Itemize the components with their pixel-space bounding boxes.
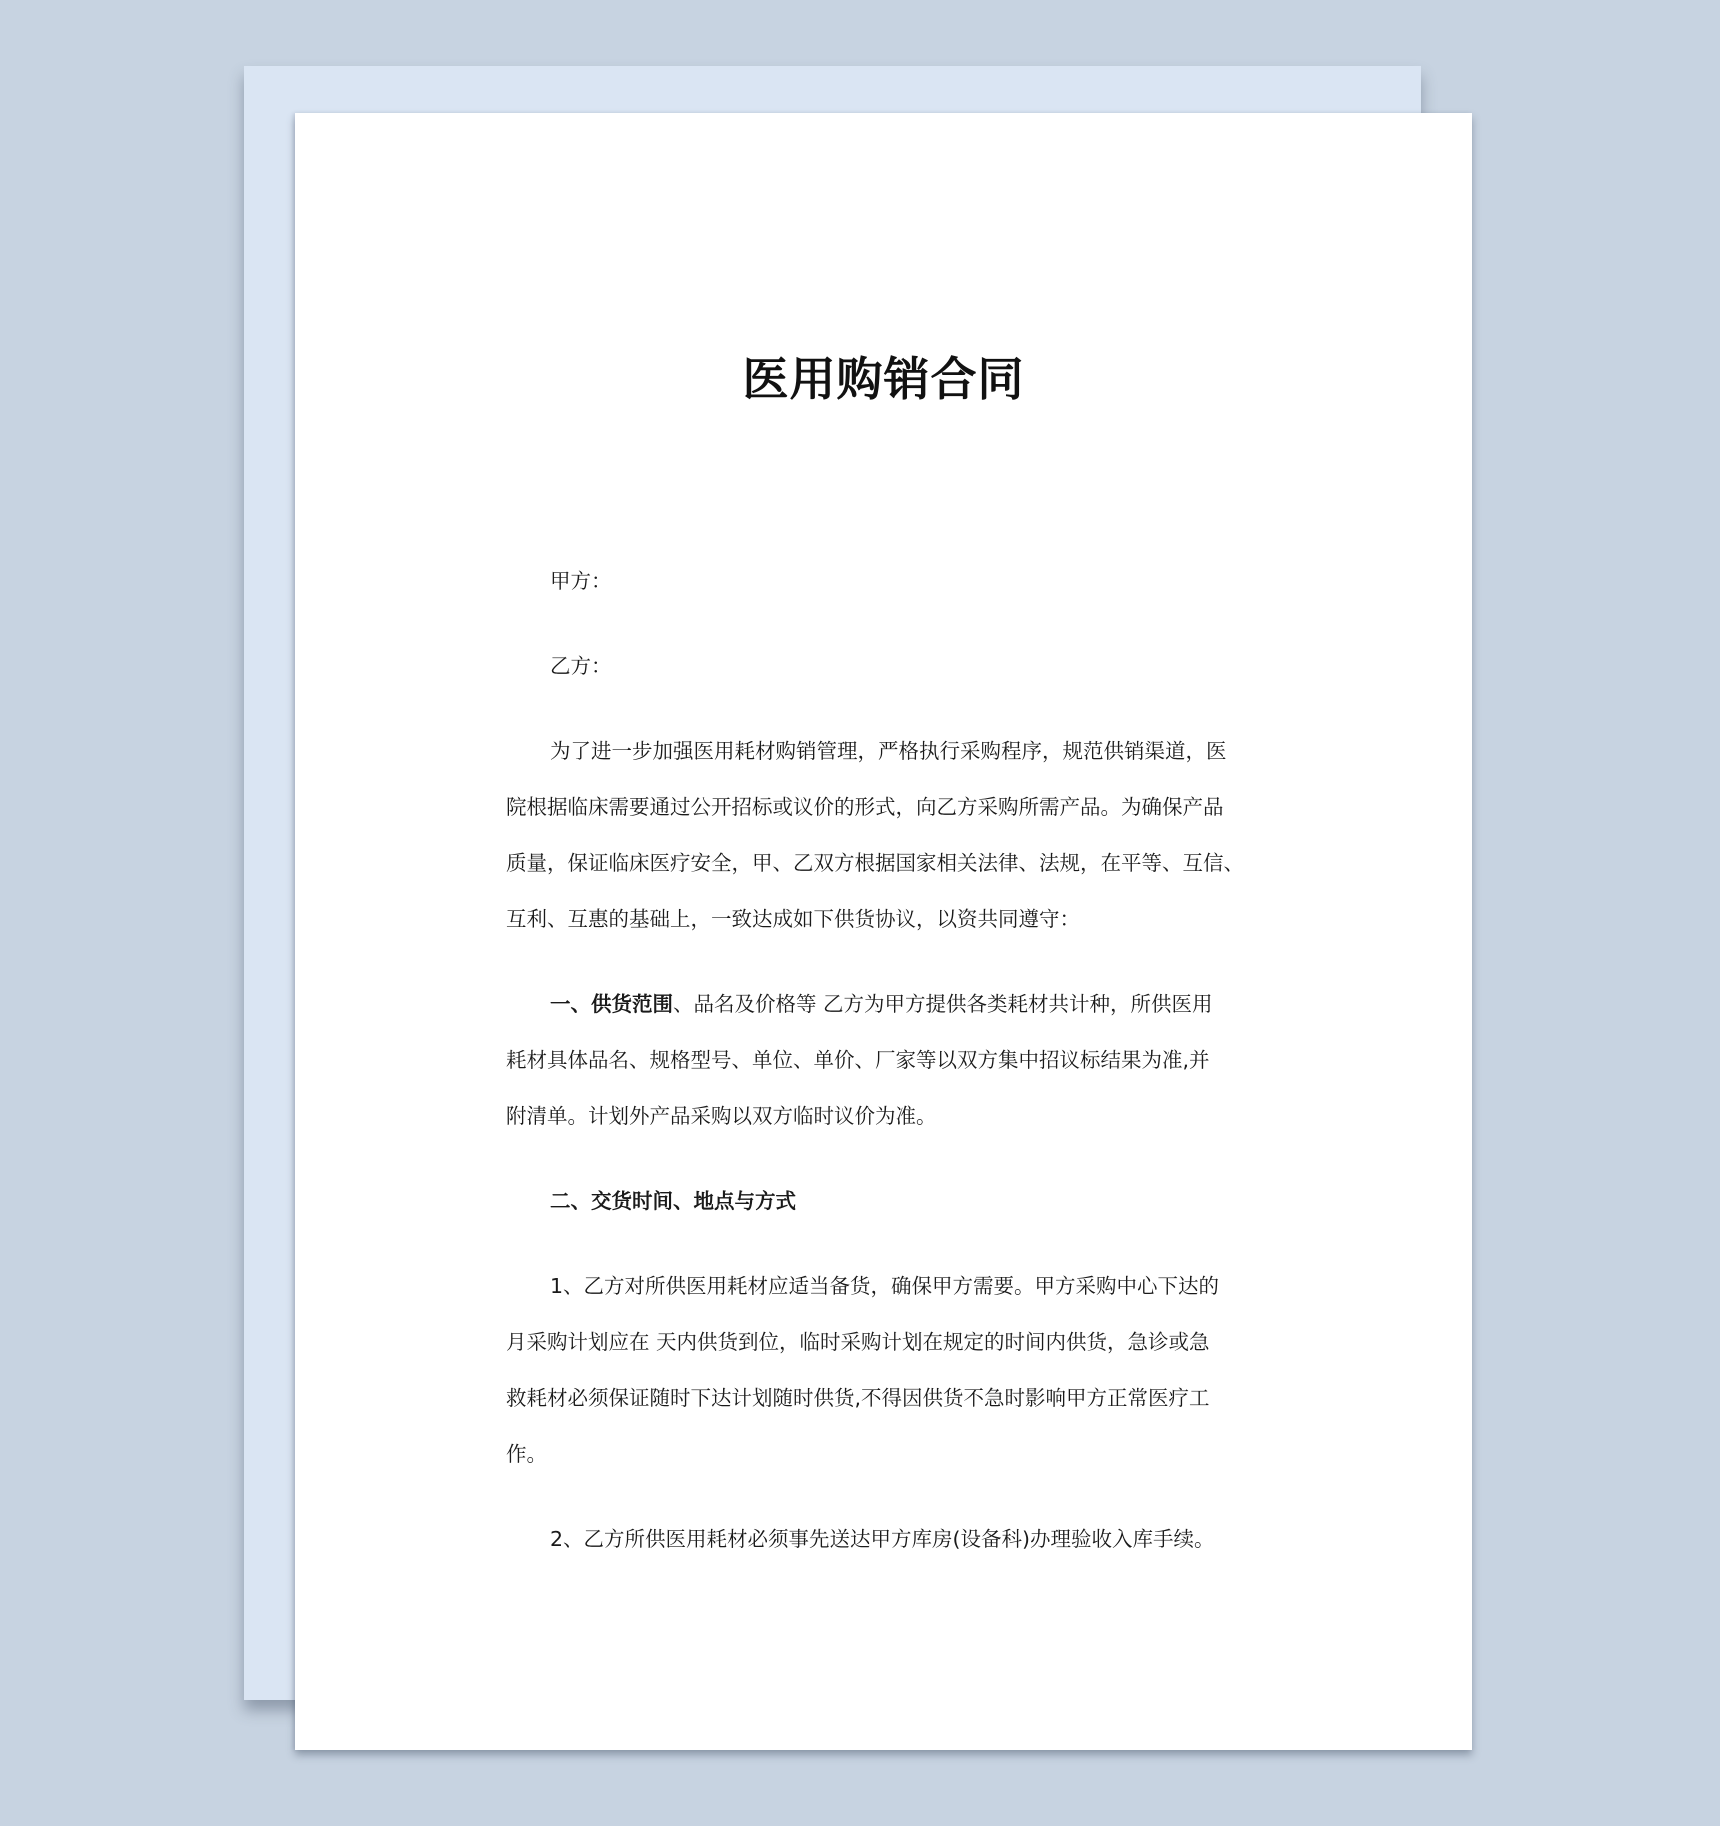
party-b-label: 乙方： — [550, 654, 612, 678]
document-page — [295, 113, 1472, 1750]
intro-paragraph — [506, 723, 1262, 947]
intro-line: 互利、互惠的基础上，一致达成如下供货协议，以资共同遵守： — [506, 907, 1080, 931]
item-1-line: 月采购计划应在 天内供货到位，临时采购计划在规定的时间内供货，急诊或急 — [506, 1330, 1210, 1354]
item-1-line: 作。 — [506, 1442, 547, 1466]
item-1-line: 1、乙方对所供医用耗材应适当备货，确保甲方需要。甲方采购中心下达的 — [550, 1274, 1220, 1298]
section-2-heading-block — [506, 1173, 1262, 1229]
section-1-first-line — [506, 976, 1262, 1032]
document-title: 医用购销合同 — [742, 352, 1025, 406]
party-a-label: 甲方： — [550, 569, 612, 593]
section-2-item-2 — [506, 1511, 1262, 1567]
item-1-line: 救耗材必须保证随时下达计划随时供货,不得因供货不急时影响甲方正常医疗工 — [506, 1386, 1210, 1410]
item-2-line: 2、乙方所供医用耗材必须事先送达甲方库房(设备科)办理验收入库手续。 — [550, 1527, 1215, 1551]
section-1-line: 附清单。计划外产品采购以双方临时议价为准。 — [506, 1104, 937, 1128]
intro-line: 为了进一步加强医用耗材购销管理，严格执行采购程序，规范供销渠道，医 — [550, 739, 1227, 763]
section-1-heading: 一、供货范围 — [550, 992, 673, 1016]
section-1-paragraph — [506, 976, 1262, 1144]
section-2-heading: 二、交货时间、地点与方式 — [550, 1189, 796, 1213]
intro-line: 质量，保证临床医疗安全，甲、乙双方根据国家相关法律、法规，在平等、互信、 — [506, 851, 1244, 875]
intro-line: 院根据临床需要通过公开招标或议价的形式，向乙方采购所需产品。为确保产品 — [506, 795, 1224, 819]
section-2-item-1 — [506, 1258, 1262, 1482]
section-1-line: 耗材具体品名、规格型号、单位、单价、厂家等以双方集中招议标结果为准,并 — [506, 1048, 1210, 1072]
section-1-heading-rest: 、品名及价格等 乙方为甲方提供各类耗材共计种，所供医用 — [673, 992, 1213, 1016]
document-body — [506, 553, 1262, 1596]
